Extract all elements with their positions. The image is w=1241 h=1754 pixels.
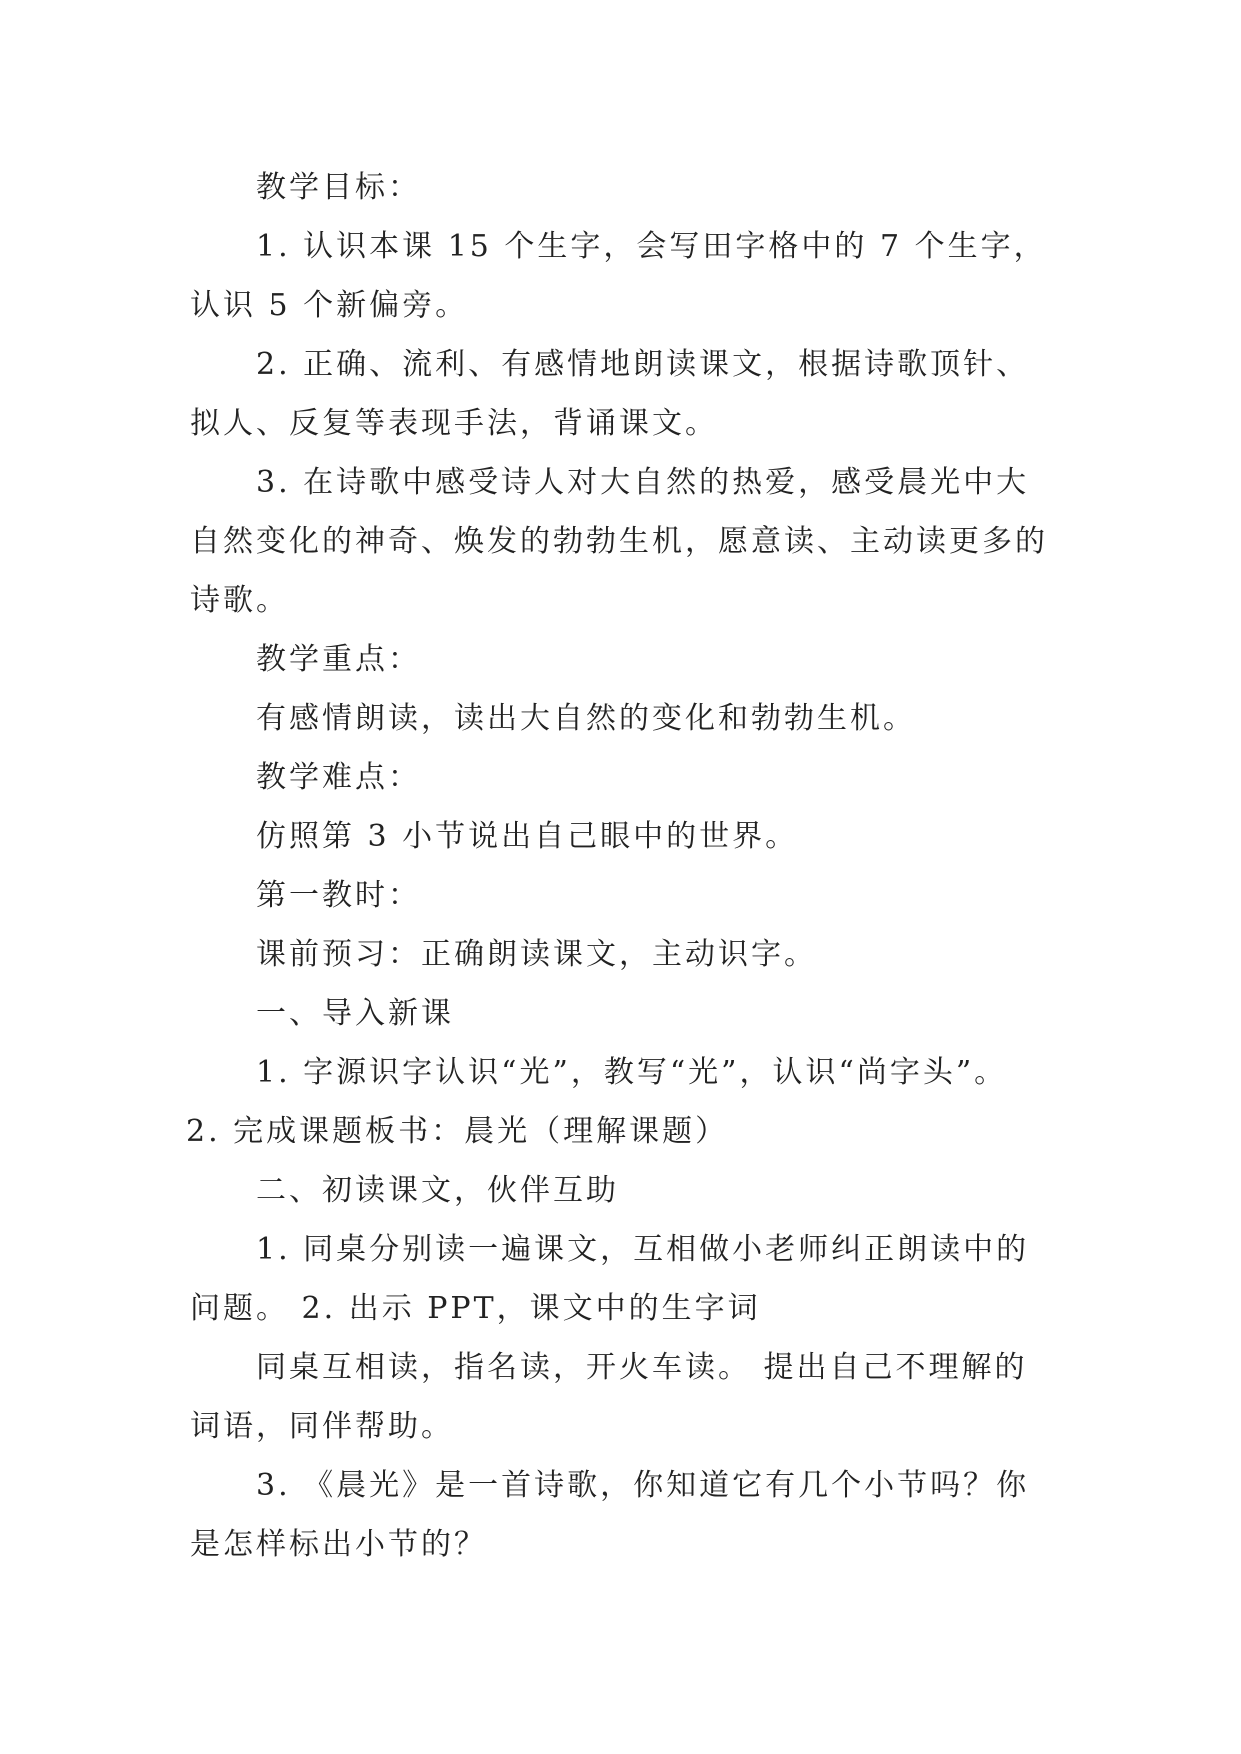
key-point-text: 有感情朗读，读出大自然的变化和勃勃生机。 (256, 701, 916, 736)
section-1-item-1: 1. 字源识字认识“光”，教写“光”，认识“尚字头”。 (256, 1055, 1008, 1090)
goal-item-1: 1. 认识本课 15 个生字，会写田字格中的 7 个生字，认识 5 个新偏旁。 (190, 229, 1047, 323)
document-body (186, 158, 1050, 1574)
preview-text: 课前预习：正确朗读课文，主动识字。 (256, 937, 817, 972)
heading-difficulties: 教学难点： (256, 760, 421, 795)
section-1-item-2: 2. 完成课题板书：晨光（理解课题） (186, 1114, 729, 1149)
section-heading-2: 二、初读课文，伙伴互助 (256, 1173, 619, 1208)
heading-key-points: 教学重点： (256, 642, 421, 677)
section-2-paragraph: 同桌互相读，指名读，开火车读。 提出自己不理解的词语，同伴帮助。 (190, 1350, 1028, 1444)
heading-teaching-goals: 教学目标： (256, 170, 421, 205)
section-heading-1: 一、导入新课 (256, 996, 454, 1031)
goal-item-2: 2. 正确、流利、有感情地朗读课文，根据诗歌顶针、拟人、反复等表现手法，背诵课文。 (190, 347, 1030, 441)
section-2-item-1: 1. 同桌分别读一遍课文，互相做小老师纠正朗读中的问题。 2. 出示 PPT，课文中的生字词 (190, 1232, 1030, 1326)
difficulty-text: 仿照第 3 小节说出自己眼中的世界。 (256, 819, 799, 854)
goal-item-3: 3. 在诗歌中感受诗人对大自然的热爱，感受晨光中大自然变化的神奇、焕发的勃勃生机，愿意读、主动读更多的诗歌。 (190, 465, 1048, 618)
section-2-item-3: 3. 《晨光》是一首诗歌，你知道它有几个小节吗？你是怎样标出小节的？ (190, 1468, 1030, 1562)
heading-first-lesson: 第一教时： (256, 878, 421, 913)
